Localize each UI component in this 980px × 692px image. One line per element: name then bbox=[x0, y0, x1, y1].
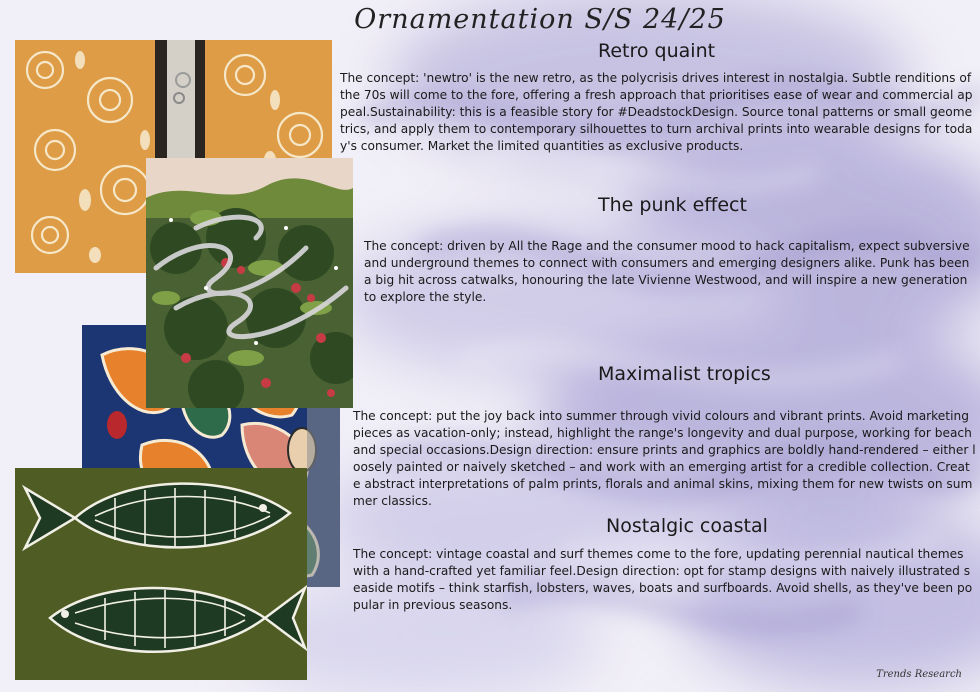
section-heading-retro-quaint: Retro quaint bbox=[598, 40, 716, 62]
section-heading-punk-effect: The punk effect bbox=[598, 194, 747, 216]
footer-credit: Trends Research bbox=[876, 669, 962, 680]
section-body-nostalgic-coastal: The concept: vintage coastal and surf themes come to the fore, updating perennial nautical themes with a hand-crafted yet familiar feel.Design direction: opt for stamp designs with naively illustrated seaside motifs – think starfish, lobsters, waves, boats and surfboards. Avoid shells, as they've been popular in previous seasons. bbox=[353, 547, 973, 612]
section-body-punk-effect: The concept: driven by All the Rage and the consumer mood to hack capitalism, expect subversive and underground themes to connect with consumers and emerging designers alike. Punk has been a big hit across catwalks, honouring the late Vivienne Westwood, and will inspire a new generation to explore the style. bbox=[364, 239, 970, 304]
painted-foliage-photo bbox=[146, 158, 353, 408]
section-body-retro-quaint: The concept: 'newtro' is the new retro, as the polycrisis drives interest in nostalgia. Subtle renditions of the 70s will come to the fore, offering a fresh approach that prioritises ease of wear and commercial appeal.Sustainability: this is a feasible story for #DeadstockDesign. Source tonal patterns or small geometrics, and apply them to contemporary silhouettes to turn archival prints into wearable designs for today's consumer. Market the limited quantities as exclusive products. bbox=[340, 71, 973, 153]
section-heading-maximalist-tropics: Maximalist tropics bbox=[598, 363, 771, 385]
page-title: Ornamentation S/S 24/25 bbox=[354, 4, 726, 35]
fish-print-photo bbox=[15, 468, 307, 680]
section-heading-nostalgic-coastal: Nostalgic coastal bbox=[606, 515, 768, 537]
section-body-maximalist-tropics: The concept: put the joy back into summer through vivid colours and vibrant prints. Avoid marketing pieces as vacation-only; instead, highlight the range's longevity and dual purpose, working for beach and special occasions.Design direction: ensure prints and graphics are boldly hand-rendered – either loosely painted or naively sketched – and work with an emerging artist for a credible collection. Create abstract interpretations of palm prints, florals and animal skins, mixing them for new twists on summer classics. bbox=[353, 409, 976, 508]
